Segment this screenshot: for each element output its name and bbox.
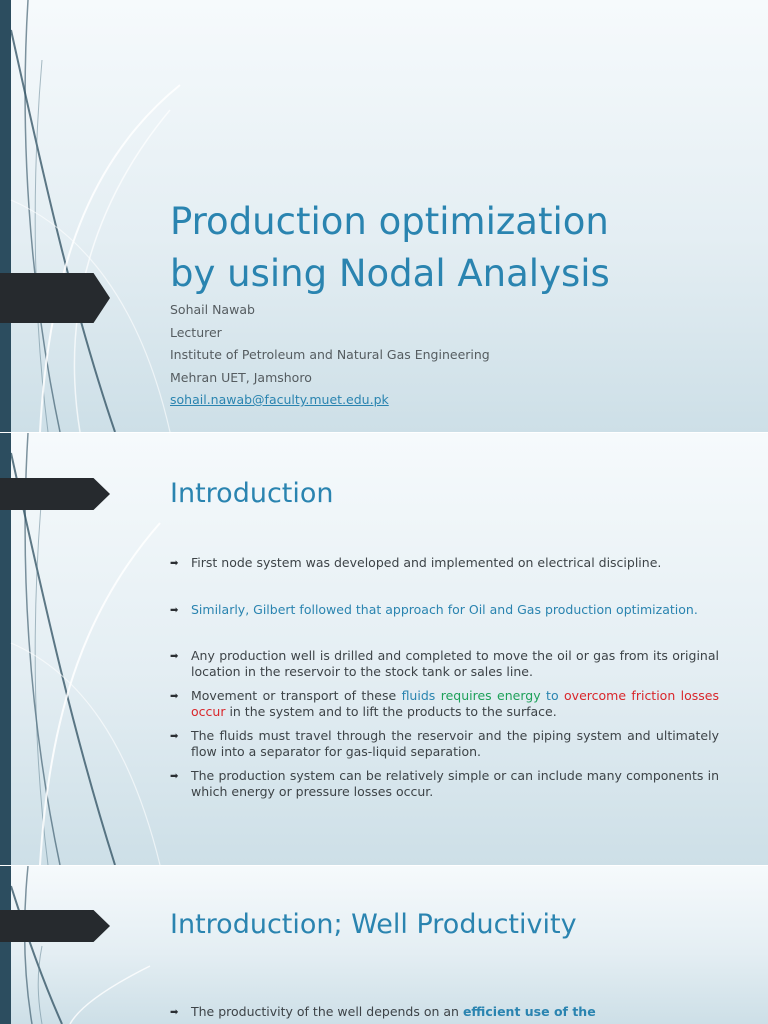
arrow-bullet-icon: ➡ <box>170 691 179 702</box>
title-line-1: Production optimization <box>170 200 609 243</box>
list-item: ➡ Any production well is drilled and completed to move the oil or gas from its original location in the reservoir to the stock tank or sales line. <box>170 648 719 679</box>
arrow-bullet-icon: ➡ <box>170 731 179 742</box>
bullet-list <box>170 1004 719 1020</box>
slide-title-well-productivity: Introduction; Well Productivity <box>170 909 577 940</box>
arrow-bullet-icon: ➡ <box>170 604 179 616</box>
author-institute: Institute of Petroleum and Natural Gas Engineering <box>170 347 490 362</box>
author-block <box>170 299 490 412</box>
slide-tab-marker <box>0 910 110 942</box>
list-item: ➡ First node system was developed and implemented on electrical discipline. <box>170 555 662 570</box>
arrow-bullet-icon: ➡ <box>170 1007 179 1018</box>
slide-introduction <box>0 433 768 865</box>
author-role: Lecturer <box>170 324 222 340</box>
slide-title <box>0 0 768 432</box>
arrow-bullet-icon: ➡ <box>170 651 179 662</box>
title-line-2: by using Nodal Analysis <box>170 252 610 295</box>
slide-tab-marker <box>0 273 110 323</box>
author-university: Mehran UET, Jamshoro <box>170 369 312 385</box>
slide-tab-marker <box>0 478 110 510</box>
bullet-list <box>170 555 719 799</box>
author-email-link[interactable]: sohail.nawab@faculty.muet.edu.pk <box>170 392 389 407</box>
slide-title-introduction: Introduction <box>170 478 334 509</box>
arrow-bullet-icon: ➡ <box>170 558 179 569</box>
page-title <box>170 196 610 300</box>
list-item: ➡ The production system can be relatively simple or can include many components in which energy or pressure losses occur. <box>170 768 719 799</box>
list-item: ➡ Movement or transport of these fluids requires energy to overcome friction losses occur in the system and to lift the products to the surface. <box>170 688 720 719</box>
decorative-curves <box>0 866 768 1024</box>
arrow-bullet-icon: ➡ <box>170 771 179 782</box>
list-item: ➡ The fluids must travel through the reservoir and the piping system and ultimately flow into a separator for gas-liquid separation. <box>170 728 719 759</box>
list-item: ➡ The productivity of the well depends on an efficient use of the <box>170 1004 596 1019</box>
list-item: ➡ Similarly, Gilbert followed that approach for Oil and Gas production optimization. <box>170 601 698 617</box>
author-name: Sohail Nawab <box>170 302 255 317</box>
slide-well-productivity <box>0 866 768 1024</box>
